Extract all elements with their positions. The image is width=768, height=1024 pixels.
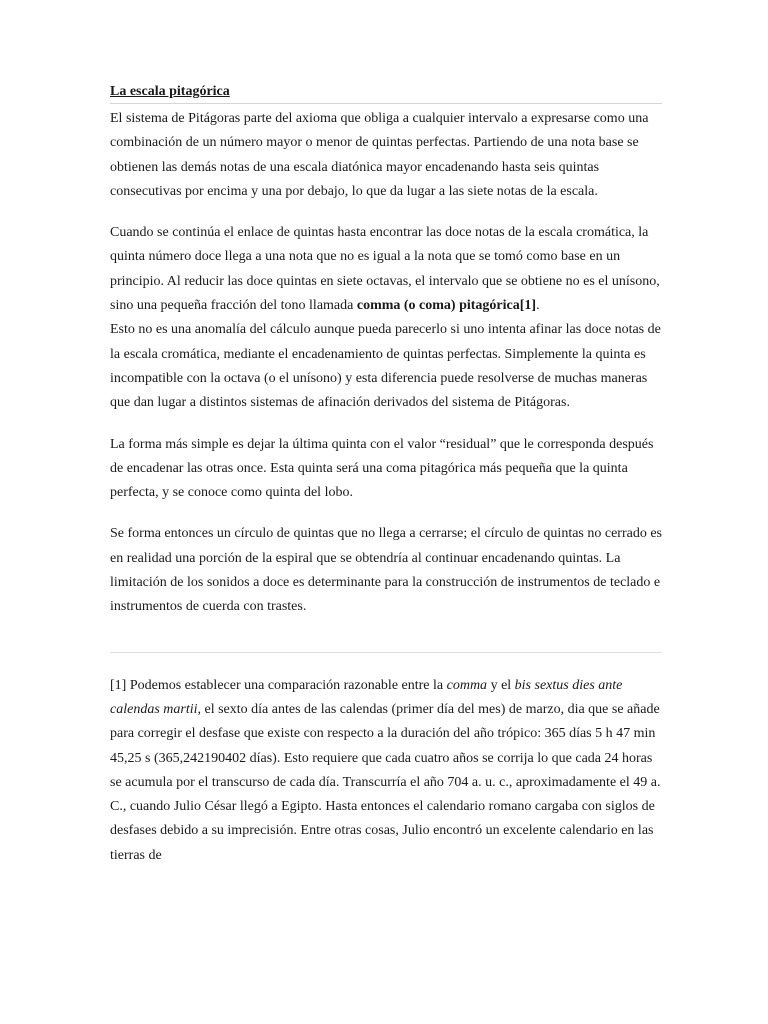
footnote-text-3: , el sexto día antes de las calendas (primer día del mes) de marzo, dia que se añade para corregir el desfase que existe con respecto a la duración del año trópico: 365 días 5 h 47 min 45,25 s (365,242190402 días). Esto requiere que cada cuatro años se corrija lo que cada 24 horas se acumula por el transcurso de cada día. Transcurría el año 704 a. u. c., aproximadamente el 49 a. C., cuando Julio César llegó a Egipto. Hasta entonces el calendario romano cargaba con siglos de desfases debido a su imprecisión. Entre otras cosas, Julio encontró un excelente calendario en las tierras de xyxy=(110,701,661,863)
footnote-italic-comma: comma xyxy=(446,677,488,693)
paragraph-5: Se forma entonces un círculo de quintas que no llega a cerrarse; el círculo de quintas no cerrado es en realidad una porción de la espiral que se obtendría al continuar encadenando quintas. La limitación de los sonidos a doce es determinante para la construcción de instrumentos de teclado e instrumentos de cuerda con trastes. xyxy=(110,526,663,615)
footnote-italic-latin: bis sextus dies ante calendas martii xyxy=(110,677,623,717)
paragraph-3: Esto no es una anomalía del cálculo aunque pueda parecerlo si uno intenta afinar las doce notas de la escala cromática, mediante el encadenamiento de quintas perfectas. Simplemente la quinta es incompatible con la octava (o el unísono) y esta diferencia puede resolverse de muchas maneras que dan lugar a distintos sistemas de afinación derivados del sistema de Pitágoras. xyxy=(110,322,661,411)
footnote-reference-link[interactable]: comma (o coma) pitagórica[1] xyxy=(356,298,537,314)
footnote-1 xyxy=(110,674,662,868)
paragraph-1: El sistema de Pitágoras parte del axioma que obliga a cualquier intervalo a expresarse como una combinación de un número mayor o menor de quintas perfectas. Partiendo de una nota base se obtienen las demás notas de una escala diatónica mayor encadenando hasta seis quintas consecutivas por encima y una por debajo, lo que da lugar a las siete notas de la escala. xyxy=(110,111,649,199)
paragraph-2 xyxy=(110,221,662,318)
paragraph-2-end: . xyxy=(536,298,540,314)
document-title: La escala pitagórica xyxy=(110,82,662,104)
paragraph-4: La forma más simple es dejar la última quinta con el valor “residual” que le corresponda después de encadenar las otras once. Esta quinta será una coma pitagórica más pequeña que la quinta perfecta, y se conoce como quinta del lobo. xyxy=(110,436,654,501)
document-body xyxy=(110,82,662,868)
footnote-text-1: [1] Podemos establecer una comparación razonable entre la xyxy=(110,677,447,693)
paragraph-2-text: Cuando se continúa el enlace de quintas hasta encontrar las doce notas de la escala cromática, la quinta número doce llega a una nota que no es igual a la nota que se tomó como base en un principio. Al reducir las doce quintas en siete octavas, el intervalo que se obtiene no es el unísono, sino una pequeña fracción del tono llamada xyxy=(110,225,660,314)
footnote-divider xyxy=(110,652,662,653)
footnote-text-2: y el xyxy=(487,677,515,693)
